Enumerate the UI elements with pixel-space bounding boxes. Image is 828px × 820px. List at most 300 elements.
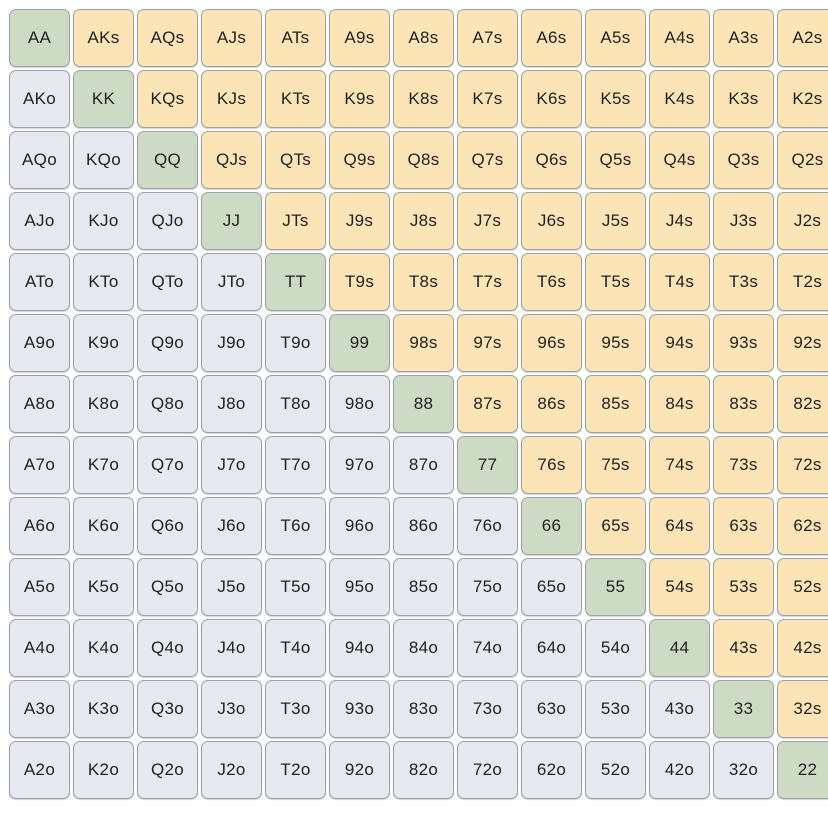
- hand-cell-a3s[interactable]: [713, 9, 774, 67]
- hand-cell-label: 72s: [793, 455, 822, 474]
- hand-cell-label: A3s: [728, 28, 759, 47]
- hand-cell-j9o[interactable]: [201, 314, 262, 372]
- hand-cell-jto[interactable]: [201, 253, 262, 311]
- hand-cell-label: 62o: [536, 760, 567, 779]
- hand-cell-label: T7s: [472, 272, 503, 291]
- hand-cell-t3s[interactable]: [713, 253, 774, 311]
- hand-cell-label: 75o: [472, 577, 503, 596]
- hand-cell-a5s[interactable]: [585, 9, 646, 67]
- range-matrix-row: [9, 70, 828, 128]
- hand-cell-q8s[interactable]: [393, 131, 454, 189]
- hand-cell-label: 65s: [601, 516, 630, 535]
- hand-cell-label: T6s: [536, 272, 567, 291]
- hand-cell-qjs[interactable]: [201, 131, 262, 189]
- hand-cell-label: 63o: [536, 699, 567, 718]
- hand-cell-label: J4o: [217, 638, 246, 657]
- hand-cell-label: A5s: [600, 28, 631, 47]
- hand-cell-a2o[interactable]: [9, 741, 70, 799]
- hand-cell-ajs[interactable]: [201, 9, 262, 67]
- hand-cell-99[interactable]: [329, 314, 390, 372]
- hand-cell-label: QQ: [153, 150, 182, 169]
- hand-cell-label: A9s: [344, 28, 375, 47]
- hand-cell-j9s[interactable]: [329, 192, 390, 250]
- hand-cell-52s[interactable]: [777, 558, 828, 616]
- hand-cell-kjs[interactable]: [201, 70, 262, 128]
- hand-cell-65o[interactable]: [521, 558, 582, 616]
- hand-cell-k3o[interactable]: [73, 680, 134, 738]
- hand-cell-label: ATo: [25, 272, 54, 291]
- hand-cell-96o[interactable]: [329, 497, 390, 555]
- hand-cell-k7o[interactable]: [73, 436, 134, 494]
- hand-cell-77[interactable]: [457, 436, 518, 494]
- hand-cell-74o[interactable]: [457, 619, 518, 677]
- hand-cell-qq[interactable]: [137, 131, 198, 189]
- hand-cell-93s[interactable]: [713, 314, 774, 372]
- hand-cell-label: Q5s: [599, 150, 632, 169]
- hand-cell-k6o[interactable]: [73, 497, 134, 555]
- hand-cell-label: A5o: [23, 577, 56, 596]
- hand-cell-95o[interactable]: [329, 558, 390, 616]
- hand-cell-k7s[interactable]: [457, 70, 518, 128]
- hand-cell-a6o[interactable]: [9, 497, 70, 555]
- hand-cell-73s[interactable]: [713, 436, 774, 494]
- hand-cell-label: 63s: [729, 516, 758, 535]
- hand-cell-a7s[interactable]: [457, 9, 518, 67]
- hand-cell-label: K3o: [87, 699, 120, 718]
- hand-cell-a8o[interactable]: [9, 375, 70, 433]
- hand-cell-93o[interactable]: [329, 680, 390, 738]
- hand-cell-label: 54s: [665, 577, 694, 596]
- hand-cell-label: Q5o: [150, 577, 185, 596]
- hand-cell-kts[interactable]: [265, 70, 326, 128]
- hand-cell-label: A6o: [23, 516, 56, 535]
- hand-cell-label: J7s: [473, 211, 502, 230]
- hand-cell-label: 73o: [472, 699, 503, 718]
- hand-cell-tt[interactable]: [265, 253, 326, 311]
- hand-cell-kqs[interactable]: [137, 70, 198, 128]
- hand-cell-a5o[interactable]: [9, 558, 70, 616]
- hand-cell-j7o[interactable]: [201, 436, 262, 494]
- hand-cell-label: AKs: [87, 28, 120, 47]
- hand-cell-aa[interactable]: [9, 9, 70, 67]
- hand-cell-label: AJs: [216, 28, 247, 47]
- hand-cell-q3o[interactable]: [137, 680, 198, 738]
- hand-cell-32s[interactable]: [777, 680, 828, 738]
- hand-cell-43o[interactable]: [649, 680, 710, 738]
- hand-cell-63o[interactable]: [521, 680, 582, 738]
- hand-cell-q5o[interactable]: [137, 558, 198, 616]
- hand-cell-q4o[interactable]: [137, 619, 198, 677]
- hand-cell-97o[interactable]: [329, 436, 390, 494]
- hand-cell-label: 32s: [793, 699, 822, 718]
- hand-cell-96s[interactable]: [521, 314, 582, 372]
- hand-cell-k5s[interactable]: [585, 70, 646, 128]
- hand-cell-label: 42o: [664, 760, 695, 779]
- hand-cell-22[interactable]: [777, 741, 828, 799]
- hand-cell-label: ATs: [281, 28, 310, 47]
- hand-cell-j5o[interactable]: [201, 558, 262, 616]
- hand-cell-label: 74o: [472, 638, 503, 657]
- hand-cell-t5o[interactable]: [265, 558, 326, 616]
- hand-cell-53s[interactable]: [713, 558, 774, 616]
- hand-cell-label: 95o: [344, 577, 375, 596]
- hand-cell-42s[interactable]: [777, 619, 828, 677]
- hand-cell-label: K4o: [87, 638, 120, 657]
- hand-cell-j3o[interactable]: [201, 680, 262, 738]
- hand-cell-52o[interactable]: [585, 741, 646, 799]
- hand-cell-a9s[interactable]: [329, 9, 390, 67]
- hand-cell-87s[interactable]: [457, 375, 518, 433]
- hand-cell-label: 64o: [536, 638, 567, 657]
- hand-cell-88[interactable]: [393, 375, 454, 433]
- hand-cell-kto[interactable]: [73, 253, 134, 311]
- range-matrix-row: [9, 253, 828, 311]
- hand-cell-q9s[interactable]: [329, 131, 390, 189]
- hand-cell-j4o[interactable]: [201, 619, 262, 677]
- hand-cell-ats[interactable]: [265, 9, 326, 67]
- hand-cell-label: 96s: [537, 333, 566, 352]
- hand-cell-label: JJ: [222, 211, 241, 230]
- hand-cell-label: T8o: [280, 394, 311, 413]
- range-matrix: [6, 6, 828, 802]
- range-matrix-row: [9, 314, 828, 372]
- hand-cell-k4o[interactable]: [73, 619, 134, 677]
- hand-cell-85s[interactable]: [585, 375, 646, 433]
- hand-cell-92s[interactable]: [777, 314, 828, 372]
- hand-cell-k5o[interactable]: [73, 558, 134, 616]
- hand-cell-label: Q2o: [150, 760, 185, 779]
- hand-cell-44[interactable]: [649, 619, 710, 677]
- hand-cell-label: Q4o: [150, 638, 185, 657]
- hand-cell-label: Q3s: [727, 150, 760, 169]
- hand-cell-98o[interactable]: [329, 375, 390, 433]
- hand-cell-label: 65o: [536, 577, 567, 596]
- hand-cell-k8o[interactable]: [73, 375, 134, 433]
- hand-cell-q7o[interactable]: [137, 436, 198, 494]
- hand-cell-76o[interactable]: [457, 497, 518, 555]
- hand-cell-label: J9s: [345, 211, 374, 230]
- hand-cell-aqo[interactable]: [9, 131, 70, 189]
- hand-cell-q2o[interactable]: [137, 741, 198, 799]
- hand-cell-label: Q2s: [791, 150, 824, 169]
- hand-cell-k4s[interactable]: [649, 70, 710, 128]
- hand-cell-label: J5o: [217, 577, 246, 596]
- hand-cell-k3s[interactable]: [713, 70, 774, 128]
- hand-cell-k6s[interactable]: [521, 70, 582, 128]
- hand-cell-label: J5s: [601, 211, 630, 230]
- range-matrix-row: [9, 680, 828, 738]
- hand-cell-q8o[interactable]: [137, 375, 198, 433]
- range-matrix-row: [9, 497, 828, 555]
- hand-cell-q6o[interactable]: [137, 497, 198, 555]
- hand-cell-55[interactable]: [585, 558, 646, 616]
- hand-cell-kk[interactable]: [73, 70, 134, 128]
- hand-cell-ajo[interactable]: [9, 192, 70, 250]
- hand-cell-label: Q7s: [471, 150, 504, 169]
- hand-cell-75s[interactable]: [585, 436, 646, 494]
- hand-cell-a6s[interactable]: [521, 9, 582, 67]
- hand-cell-label: JTo: [217, 272, 246, 291]
- hand-cell-label: T6o: [280, 516, 311, 535]
- hand-cell-j7s[interactable]: [457, 192, 518, 250]
- hand-cell-label: 95s: [601, 333, 630, 352]
- hand-cell-label: A9o: [23, 333, 56, 352]
- hand-cell-t9s[interactable]: [329, 253, 390, 311]
- hand-cell-label: AA: [27, 28, 52, 47]
- hand-cell-label: 94o: [344, 638, 375, 657]
- hand-cell-label: 83s: [729, 394, 758, 413]
- range-matrix-body: [9, 9, 828, 799]
- hand-cell-95s[interactable]: [585, 314, 646, 372]
- hand-cell-54s[interactable]: [649, 558, 710, 616]
- hand-cell-aqs[interactable]: [137, 9, 198, 67]
- hand-cell-label: A8s: [408, 28, 439, 47]
- hand-cell-k8s[interactable]: [393, 70, 454, 128]
- range-matrix-row: [9, 619, 828, 677]
- hand-cell-t8o[interactable]: [265, 375, 326, 433]
- hand-cell-label: 98o: [344, 394, 375, 413]
- hand-cell-j8o[interactable]: [201, 375, 262, 433]
- hand-cell-72o[interactable]: [457, 741, 518, 799]
- hand-cell-label: A8o: [23, 394, 56, 413]
- hand-cell-label: 98s: [409, 333, 438, 352]
- hand-cell-label: K5s: [600, 89, 631, 108]
- hand-cell-label: Q4s: [663, 150, 696, 169]
- hand-cell-94s[interactable]: [649, 314, 710, 372]
- hand-cell-33[interactable]: [713, 680, 774, 738]
- hand-cell-label: 97s: [473, 333, 502, 352]
- hand-cell-84s[interactable]: [649, 375, 710, 433]
- hand-cell-label: AKo: [22, 89, 57, 108]
- hand-cell-83s[interactable]: [713, 375, 774, 433]
- hand-cell-jts[interactable]: [265, 192, 326, 250]
- hand-cell-97s[interactable]: [457, 314, 518, 372]
- hand-cell-k2o[interactable]: [73, 741, 134, 799]
- hand-cell-t4o[interactable]: [265, 619, 326, 677]
- hand-cell-62s[interactable]: [777, 497, 828, 555]
- hand-cell-label: AQo: [22, 150, 57, 169]
- hand-cell-86s[interactable]: [521, 375, 582, 433]
- hand-cell-t9o[interactable]: [265, 314, 326, 372]
- hand-cell-qto[interactable]: [137, 253, 198, 311]
- hand-cell-label: 93o: [344, 699, 375, 718]
- hand-cell-42o[interactable]: [649, 741, 710, 799]
- hand-cell-85o[interactable]: [393, 558, 454, 616]
- hand-cell-label: K2o: [87, 760, 120, 779]
- hand-cell-kqo[interactable]: [73, 131, 134, 189]
- hand-cell-j6s[interactable]: [521, 192, 582, 250]
- hand-cell-64s[interactable]: [649, 497, 710, 555]
- hand-cell-t8s[interactable]: [393, 253, 454, 311]
- hand-cell-q9o[interactable]: [137, 314, 198, 372]
- hand-cell-label: Q9s: [343, 150, 376, 169]
- hand-cell-label: 66: [541, 516, 562, 535]
- hand-cell-k2s[interactable]: [777, 70, 828, 128]
- hand-cell-label: 86o: [408, 516, 439, 535]
- hand-cell-j4s[interactable]: [649, 192, 710, 250]
- hand-cell-75o[interactable]: [457, 558, 518, 616]
- hand-cell-q5s[interactable]: [585, 131, 646, 189]
- hand-cell-t6s[interactable]: [521, 253, 582, 311]
- hand-cell-label: 53o: [600, 699, 631, 718]
- hand-cell-jj[interactable]: [201, 192, 262, 250]
- hand-cell-label: A7o: [23, 455, 56, 474]
- hand-cell-a4s[interactable]: [649, 9, 710, 67]
- hand-cell-86o[interactable]: [393, 497, 454, 555]
- hand-cell-a2s[interactable]: [777, 9, 828, 67]
- hand-cell-aks[interactable]: [73, 9, 134, 67]
- hand-cell-63s[interactable]: [713, 497, 774, 555]
- range-matrix-row: [9, 558, 828, 616]
- hand-cell-87o[interactable]: [393, 436, 454, 494]
- hand-cell-a3o[interactable]: [9, 680, 70, 738]
- hand-cell-94o[interactable]: [329, 619, 390, 677]
- hand-cell-label: J2s: [793, 211, 822, 230]
- hand-cell-label: K8s: [408, 89, 439, 108]
- hand-cell-82o[interactable]: [393, 741, 454, 799]
- hand-cell-label: 82o: [408, 760, 439, 779]
- hand-cell-label: K2s: [792, 89, 823, 108]
- hand-cell-label: KK: [91, 89, 116, 108]
- hand-cell-qjo[interactable]: [137, 192, 198, 250]
- hand-cell-t7o[interactable]: [265, 436, 326, 494]
- hand-cell-73o[interactable]: [457, 680, 518, 738]
- hand-cell-label: 52s: [793, 577, 822, 596]
- hand-cell-label: 83o: [408, 699, 439, 718]
- hand-cell-72s[interactable]: [777, 436, 828, 494]
- hand-cell-label: 82s: [793, 394, 822, 413]
- hand-cell-label: K9s: [344, 89, 375, 108]
- hand-cell-label: KQs: [150, 89, 185, 108]
- hand-cell-label: QTo: [151, 272, 184, 291]
- hand-cell-ato[interactable]: [9, 253, 70, 311]
- hand-cell-label: Q6s: [535, 150, 568, 169]
- hand-cell-98s[interactable]: [393, 314, 454, 372]
- hand-cell-label: K7o: [87, 455, 120, 474]
- hand-cell-label: TT: [284, 272, 307, 291]
- hand-cell-66[interactable]: [521, 497, 582, 555]
- hand-cell-label: T3s: [728, 272, 759, 291]
- hand-cell-label: 92o: [344, 760, 375, 779]
- hand-cell-label: Q7o: [150, 455, 185, 474]
- hand-cell-a4o[interactable]: [9, 619, 70, 677]
- hand-cell-53o[interactable]: [585, 680, 646, 738]
- hand-cell-43s[interactable]: [713, 619, 774, 677]
- range-matrix-row: [9, 741, 828, 799]
- hand-cell-q2s[interactable]: [777, 131, 828, 189]
- hand-cell-label: K9o: [87, 333, 120, 352]
- hand-cell-label: 43o: [664, 699, 695, 718]
- hand-cell-label: J8s: [409, 211, 438, 230]
- hand-cell-32o[interactable]: [713, 741, 774, 799]
- hand-cell-label: T9o: [280, 333, 311, 352]
- range-matrix-row: [9, 9, 828, 67]
- hand-cell-54o[interactable]: [585, 619, 646, 677]
- hand-cell-92o[interactable]: [329, 741, 390, 799]
- hand-cell-label: J6o: [217, 516, 246, 535]
- hand-cell-j8s[interactable]: [393, 192, 454, 250]
- hand-cell-label: KJo: [88, 211, 119, 230]
- hand-cell-82s[interactable]: [777, 375, 828, 433]
- hand-cell-label: 96o: [344, 516, 375, 535]
- hand-cell-label: 94s: [665, 333, 694, 352]
- hand-cell-label: A4o: [23, 638, 56, 657]
- hand-cell-label: Q8o: [150, 394, 185, 413]
- hand-cell-label: 77: [477, 455, 498, 474]
- hand-cell-j6o[interactable]: [201, 497, 262, 555]
- hand-cell-a9o[interactable]: [9, 314, 70, 372]
- hand-cell-label: 33: [733, 699, 754, 718]
- hand-cell-label: 43s: [729, 638, 758, 657]
- hand-cell-k9o[interactable]: [73, 314, 134, 372]
- hand-cell-a7o[interactable]: [9, 436, 70, 494]
- hand-cell-label: K6s: [536, 89, 567, 108]
- hand-cell-a8s[interactable]: [393, 9, 454, 67]
- hand-cell-label: QTs: [279, 150, 312, 169]
- hand-cell-64o[interactable]: [521, 619, 582, 677]
- hand-cell-62o[interactable]: [521, 741, 582, 799]
- hand-cell-label: T7o: [280, 455, 311, 474]
- hand-cell-label: 74s: [665, 455, 694, 474]
- hand-cell-label: 88: [413, 394, 434, 413]
- hand-cell-label: 76s: [537, 455, 566, 474]
- hand-cell-84o[interactable]: [393, 619, 454, 677]
- hand-cell-label: T2s: [792, 272, 823, 291]
- hand-cell-label: J9o: [217, 333, 246, 352]
- hand-cell-q3s[interactable]: [713, 131, 774, 189]
- hand-cell-t3o[interactable]: [265, 680, 326, 738]
- hand-cell-74s[interactable]: [649, 436, 710, 494]
- hand-cell-t2o[interactable]: [265, 741, 326, 799]
- hand-cell-j5s[interactable]: [585, 192, 646, 250]
- hand-cell-label: T3o: [280, 699, 311, 718]
- hand-cell-label: JTs: [282, 211, 309, 230]
- hand-cell-q6s[interactable]: [521, 131, 582, 189]
- hand-cell-label: Q8s: [407, 150, 440, 169]
- hand-cell-t6o[interactable]: [265, 497, 326, 555]
- hand-cell-k9s[interactable]: [329, 70, 390, 128]
- hand-cell-label: KTo: [88, 272, 119, 291]
- hand-cell-t4s[interactable]: [649, 253, 710, 311]
- hand-cell-83o[interactable]: [393, 680, 454, 738]
- hand-cell-j3s[interactable]: [713, 192, 774, 250]
- hand-cell-q4s[interactable]: [649, 131, 710, 189]
- range-matrix-row: [9, 131, 828, 189]
- hand-cell-label: A4s: [664, 28, 695, 47]
- hand-cell-label: 86s: [537, 394, 566, 413]
- hand-cell-76s[interactable]: [521, 436, 582, 494]
- hand-cell-t2s[interactable]: [777, 253, 828, 311]
- hand-cell-label: 87o: [408, 455, 439, 474]
- hand-cell-label: 52o: [600, 760, 631, 779]
- hand-cell-q7s[interactable]: [457, 131, 518, 189]
- hand-cell-j2s[interactable]: [777, 192, 828, 250]
- hand-cell-t7s[interactable]: [457, 253, 518, 311]
- hand-cell-label: 84o: [408, 638, 439, 657]
- hand-cell-ako[interactable]: [9, 70, 70, 128]
- hand-cell-65s[interactable]: [585, 497, 646, 555]
- hand-cell-label: 75s: [601, 455, 630, 474]
- hand-cell-label: T4s: [664, 272, 695, 291]
- hand-cell-label: KTs: [280, 89, 311, 108]
- hand-cell-qts[interactable]: [265, 131, 326, 189]
- hand-cell-j2o[interactable]: [201, 741, 262, 799]
- hand-cell-kjo[interactable]: [73, 192, 134, 250]
- hand-cell-label: QJs: [215, 150, 248, 169]
- hand-cell-t5s[interactable]: [585, 253, 646, 311]
- hand-cell-label: AJo: [24, 211, 55, 230]
- hand-cell-label: KJs: [216, 89, 247, 108]
